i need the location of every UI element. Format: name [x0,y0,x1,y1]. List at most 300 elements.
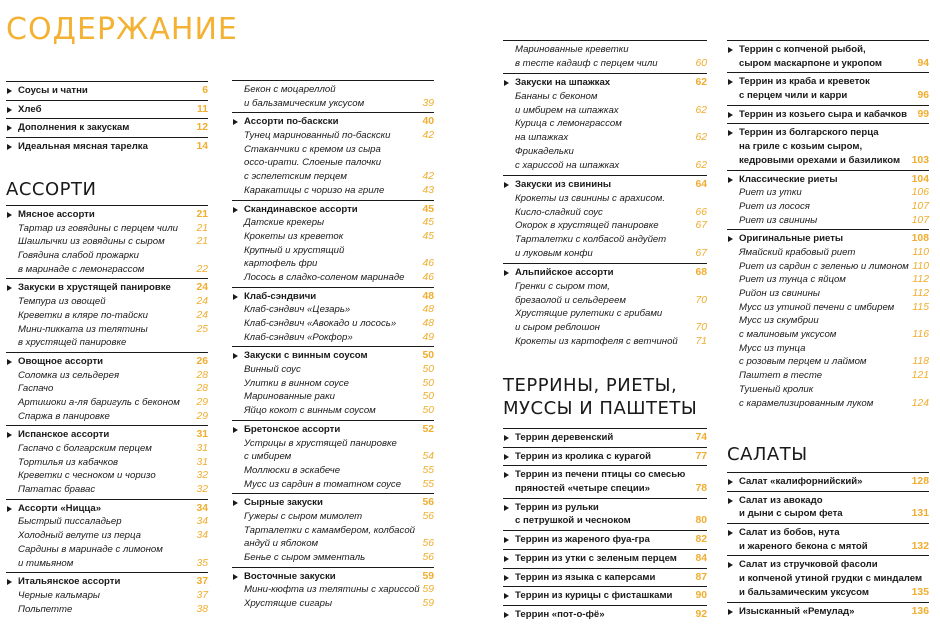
toc-entry [503,501,707,515]
toc-section [503,530,707,547]
toc-entry-label: Восточные закуски [244,570,336,582]
toc-page-number: 124 [911,397,929,409]
toc-subentry [503,294,707,308]
toc-section [6,572,208,616]
toc-page-number: 22 [196,263,208,275]
toc-section [503,549,707,566]
toc-subentry [232,478,434,492]
toc-entry-label: Террин из языка с каперсами [515,571,656,583]
toc-entry [727,558,929,572]
toc-subentry [727,287,929,301]
toc-subentry [232,244,434,258]
toc-subentry [6,543,208,557]
toc-subentry [503,247,707,261]
toc-entry-label: Бретонское ассорти [244,423,341,435]
toc-subentry [6,263,208,277]
toc-entry-label: Тунец маринованный по-баскски [244,130,391,142]
toc-assorti-list-continued [232,80,434,613]
toc-entry-label: с розовым перцем и лаймом [739,356,867,368]
toc-entry-label: Сардины в маринаде с лимоном [18,543,163,555]
toc-entry [6,103,208,117]
toc-entry-label: Гужеры с сыром мимолет [244,510,363,522]
toc-entry-label: на шпажках [515,132,569,144]
toc-entry-label: пряностей «четыре специи» [515,483,650,495]
toc-entry-label: Соусы и чатни [18,85,88,96]
toc-page-number: 59 [422,584,434,596]
toc-page-number: 48 [422,304,434,316]
toc-entry-label: с малиновым уксусом [739,329,837,341]
toc-subentry [232,510,434,524]
toc-entry-label: Тарталетки с колбасой андуйет [515,233,667,245]
toc-subentry [503,131,707,145]
toc-subentry [503,145,707,159]
toc-subentry [503,307,707,321]
toc-section [232,493,434,564]
toc-entry-label: Изысканный «Ремулад» [739,605,855,617]
toc-section [232,200,434,285]
toc-entry-label: Риет из сардин с зеленью и лимоном [739,260,909,272]
toc-section [727,472,929,489]
toc-page-number: 11 [197,103,208,115]
toc-page-number: 74 [695,432,707,443]
toc-page-number: 40 [422,116,434,128]
toc-entry-label: Закуски на шпажках [515,77,611,89]
toc-section [727,523,929,553]
toc-page-number: 77 [695,450,707,462]
toc-entry [232,203,434,217]
toc-subentry [727,355,929,369]
toc-page-number: 84 [695,552,707,564]
toc-entry-label: Террин из курицы с фисташками [515,590,673,602]
toc-page-number: 56 [422,497,434,509]
toc-subentry [6,483,208,497]
toc-entry-label: Террин «пот-о-фё» [515,608,605,620]
toc-subentry [6,410,208,424]
toc-entry [727,232,929,246]
toc-entry-label: Яйцо кокот с винным соусом [244,405,376,417]
toc-page-number: 78 [695,483,707,495]
toc-page-number: 48 [422,318,434,329]
toc-entry [232,570,434,584]
toc-subentry [727,186,929,200]
toc-entry [232,115,434,129]
toc-entry-label: Соломка из сельдерея [18,369,120,381]
toc-entry-label: Террин деревенский [515,432,614,443]
toc-subentry [6,529,208,543]
toc-subentry [232,317,434,331]
toc-subentry [503,104,707,118]
toc-subentry [503,159,707,173]
toc-subentry [6,295,208,309]
toc-entry [727,43,929,57]
toc-page-number: 34 [196,530,208,542]
toc-page-number: 24 [196,309,208,321]
toc-entry-label: Каракатицы с чоризо на гриле [244,184,385,196]
toc-entry-label: Бенье с сыром эмменталь [244,552,366,563]
toc-page-number: 35 [196,557,208,569]
toc-entry-label: и имбирем на шпажках [515,104,619,116]
toc-subentry [727,397,929,411]
toc-page-number: 131 [911,508,929,520]
toc-page-number: 106 [911,187,929,199]
toc-section [232,287,434,345]
toc-page-number: 49 [422,331,434,343]
toc-subentry [232,143,434,157]
toc-page-number: 107 [911,214,929,226]
toc-entry-label: с имбирем [244,451,292,463]
toc-page-number: 48 [422,290,434,302]
toc-entry-label: брезаолой и сельдереем [515,294,626,306]
toc-entry-label: Дополнения к закускам [18,122,130,134]
toc-page-number: 62 [695,104,707,116]
toc-section [6,205,208,276]
toc-subentry [727,301,929,315]
toc-section [232,567,434,611]
toc-entry-label: Гаспачо с болгарским перцем [18,443,152,454]
toc-entry-label: Клаб-сэндвич «Авокадо и лосось» [244,318,397,329]
toc-subentry [6,336,208,350]
toc-subentry [232,257,434,271]
toc-entry-label: Салат «калифорнийский» [739,476,863,487]
toc-page-number: 31 [196,456,208,468]
toc-subentry [503,90,707,104]
toc-entry-label: Террин из печени птицы со смесью [515,469,686,481]
toc-page-number: 62 [695,77,707,89]
toc-section [727,123,929,167]
toc-entry-label: Окорок в хрустящей панировке [515,220,659,232]
toc-entry [503,431,707,445]
toc-entry-label: Ямайский крабовый риет [739,246,856,258]
toc-entry-label: Террин с копченой рыбой, [739,44,866,55]
toc-entry-label: Креветки с чесноком и чоризо [18,470,156,482]
toc-salads-list [727,472,929,620]
toc-entry-label: Датские крекеры [244,217,325,229]
toc-entry [503,482,707,496]
toc-section [727,40,929,70]
toc-subentry [232,390,434,404]
toc-entry-label: Бананы с беконом [515,91,598,103]
toc-subentry [503,321,707,335]
toc-entry-label: Мусс из скумбрии [739,315,819,327]
toc-section [503,175,707,260]
toc-entry-label: оссо-ирати. Слоеные палочки [244,157,382,169]
toc-page-number: 108 [911,233,929,245]
toc-page-number: 103 [911,154,929,166]
toc-entry-label: Маринованные креветки [515,44,629,55]
toc-entry [6,281,208,295]
toc-entry-label: Закуски в хрустящей панировке [18,282,171,294]
toc-entry-label: Скандинавское ассорти [244,203,358,215]
toc-subentry [232,597,434,611]
toc-entry-label: Темпура из овощей [18,296,106,308]
toc-page-number: 107 [911,200,929,212]
toc-entry-label: Мусс из сардин в томатном соусе [244,478,402,490]
toc-page-number: 28 [196,383,208,395]
toc-subentry [503,206,707,220]
toc-subentry [232,170,434,184]
toc-entry-label: Устрицы в хрустящей панировке [244,437,397,449]
toc-entry [727,494,929,508]
toc-entry-label: с петрушкой и чесноком [515,515,631,527]
toc-entry-label: и луковым конфи [515,247,593,259]
toc-entry [727,154,929,168]
toc-page-number: 99 [917,108,929,120]
toc-subentry [503,192,707,206]
page-title: СОДЕРЖАНИЕ [6,12,238,47]
toc-entry-label: Холодный велуте из перца [18,530,141,542]
toc-assorti-list [6,205,208,618]
toc-subentry [503,335,707,349]
toc-subentry [503,280,707,294]
toc-entry [727,57,929,71]
toc-entry [727,475,929,489]
toc-terrines-list [503,428,707,624]
toc-section [6,100,208,117]
toc-section [232,420,434,491]
toc-section [232,346,434,417]
toc-page-number: 46 [422,258,434,270]
toc-page-number: 56 [422,510,434,522]
section-title-assorti: АССОРТИ [6,179,97,200]
toc-subentry [6,603,208,617]
toc-page-number: 55 [422,478,434,490]
toc-entry [727,572,929,586]
toc-section [503,605,707,622]
toc-entry-label: Террин из жареного фуа-гра [515,534,650,546]
toc-subentry [503,219,707,233]
toc-page-number: 42 [422,130,434,142]
toc-subentry [232,583,434,597]
toc-entry [727,75,929,89]
toc-entry-label: Салат из авокадо [739,494,823,506]
toc-subentry [232,363,434,377]
toc-section [6,352,208,423]
toc-entry [6,121,208,135]
toc-page-number: 21 [196,222,208,234]
toc-entry [503,589,707,603]
toc-entry-label: Риет из лосося [739,200,810,212]
toc-entry [6,355,208,369]
toc-entry-label: Террин из краба и креветок [739,76,870,88]
toc-page-number: 46 [422,271,434,283]
toc-terrines-list-continued [727,40,929,412]
toc-page-number: 121 [911,370,929,382]
toc-column-1 [6,0,208,624]
toc-page-number: 96 [917,90,929,102]
toc-entry-label: Пататас бравас [18,484,96,496]
toc-page-number: 56 [422,538,434,550]
toc-page-number: 26 [196,355,208,367]
toc-page-number: 24 [196,296,208,308]
toc-page-number: 70 [695,294,707,306]
toc-subentry [727,328,929,342]
toc-entry-label: Идеальная мясная тарелка [18,141,148,153]
toc-page-number: 32 [196,484,208,496]
toc-section [6,278,208,349]
toc-subentry [232,404,434,418]
toc-page-number: 82 [695,534,707,546]
toc-page-number: 60 [695,57,707,69]
toc-page-number: 29 [196,410,208,422]
toc-entry-label: сыром маскарпоне и укропом [739,57,883,69]
toc-entry [727,605,929,619]
toc-entry [6,208,208,222]
toc-entry-label: Крокеты из картофеля с ветчиной [515,335,678,347]
toc-page-number: 45 [422,203,434,215]
toc-entry-label: Курица с лемонграссом [515,118,622,130]
toc-entry-label: Хлеб [18,103,42,115]
toc-entry [503,571,707,585]
toc-entry-label: Бекон с моцареллой [244,84,336,95]
toc-subentry [232,551,434,565]
toc-page-number: 94 [917,57,929,69]
toc-subentry [503,117,707,131]
toc-page-number: 132 [911,540,929,552]
toc-entry-label: Паштет в тесте [739,370,823,382]
toc-page-number: 128 [911,476,929,487]
toc-page-number: 90 [695,590,707,602]
toc-entry [232,349,434,363]
toc-entry-label: Мини-пикката из телятины [18,323,148,335]
toc-column-3 [503,0,707,624]
toc-page-number: 21 [196,209,208,220]
section-title-terrines [503,374,697,420]
toc-subentry [503,57,707,71]
toc-subentry [6,222,208,236]
section-title-line: МУССЫ И ПАШТЕТЫ [503,398,698,419]
toc-page-number: 38 [196,603,208,615]
toc-entry-label: Хрустящие рулетики с грибами [515,308,663,320]
toc-entry-label: андуй и яблоком [244,538,319,550]
toc-page-number: 45 [422,230,434,242]
toc-entry-label: Ассорти по-баскски [244,116,339,128]
toc-entry-label: Альпийское ассорти [515,267,614,279]
toc-subentry [6,456,208,470]
toc-subentry [6,589,208,603]
toc-subentry [6,382,208,396]
toc-entry-label: с хариссой на шпажках [515,159,620,171]
toc-entry-label: и жареного бекона с мятой [739,540,868,552]
toc-entry [503,178,707,192]
toc-page-number: 104 [911,173,929,185]
toc-entry-label: Риет из утки [739,187,802,199]
toc-entry-label: Риет из тунца с яйцом [739,274,846,286]
toc-entry-label: Классические риеты [739,173,838,185]
toc-entry-label: кедровыми орехами и базиликом [739,154,901,166]
toc-entry-label: Закуски с винным соусом [244,350,368,362]
toc-entry [503,266,707,280]
toc-subentry [232,271,434,285]
toc-entry [6,84,208,98]
toc-entry [6,428,208,442]
section-title-salads: САЛАТЫ [727,444,808,465]
toc-page-number: 43 [422,184,434,196]
toc-entry-label: Стаканчики с кремом из сыра [244,143,381,155]
toc-page-number: 56 [422,552,434,563]
toc-subentry [232,216,434,230]
toc-entry-label: Риет из свинины [739,214,818,226]
toc-entry-label: Мясное ассорти [18,209,95,220]
toc-section [503,40,707,70]
toc-section [503,586,707,603]
toc-page-number: 59 [422,570,434,582]
toc-subentry [232,184,434,198]
toc-entry [727,89,929,103]
toc-entry [232,290,434,304]
toc-subentry [727,273,929,287]
toc-entry-label: с карамелизированным луком [739,397,874,409]
toc-entry-label: Итальянское ассорти [18,576,121,588]
toc-entry-label: Испанское ассорти [18,429,110,441]
toc-section [503,73,707,172]
toc-page-number: 31 [196,429,208,441]
toc-subentry [232,464,434,478]
toc-entry [503,608,707,622]
toc-entry-label: на гриле с козьим сыром, [739,141,863,153]
toc-page-number: 50 [422,350,434,362]
toc-section [6,137,208,154]
toc-page-number: 12 [196,122,208,134]
toc-entry-label: Мини-кюфта из телятины с хариссой [244,584,420,596]
toc-page-number: 112 [912,288,929,299]
toc-entry-label: Крокеты из креветок [244,230,344,242]
toc-entry [6,502,208,516]
toc-entry [727,586,929,600]
toc-entry-label: Крокеты из свинины с арахисом. [515,192,665,204]
toc-subentry [6,323,208,337]
toc-page-number: 42 [422,171,434,183]
toc-section [503,263,707,348]
toc-section [727,555,929,599]
toc-entry-label: Тарталетки с камамбером, колбасой [244,524,415,536]
toc-page-number: 28 [196,369,208,381]
toc-subentry [232,83,434,97]
toc-page-number: 50 [422,391,434,403]
toc-section [727,105,929,122]
toc-entry-label: Моллюски в эскабече [244,464,341,476]
toc-entry-label: Салат из бобов, нута [739,527,840,539]
toc-subentry [6,396,208,410]
toc-page-number: 116 [912,329,929,341]
toc-entry-label: Террин из кролика с курагой [515,450,652,462]
toc-entry-label: Рийон из свинины [739,288,820,299]
toc-page-number: 64 [695,179,707,191]
toc-entry-label: Тортилья из кабачков [18,456,119,468]
toc-page-number: 118 [912,356,929,368]
toc-section [503,428,707,445]
toc-entry [727,507,929,521]
toc-entry-label: Тартар из говядины с перцем чили [18,222,178,234]
toc-page-number: 52 [422,423,434,435]
toc-entry-label: и тимьяном [18,557,74,569]
toc-entry-label: Шашлычки из говядины с сыром [18,236,165,248]
toc-entry-label: с эспелетским перцем [244,171,347,183]
toc-subentry [6,309,208,323]
toc-entry-label: Говядина слабой прожарки [18,250,140,262]
toc-page-number: 54 [422,451,434,463]
toc-subentry [232,230,434,244]
toc-page-number: 39 [422,97,434,109]
toc-entry-label: Сырные закуски [244,497,323,509]
toc-page-number: 29 [196,396,208,408]
toc-entry-label: Польпетте [18,603,73,615]
toc-page-number: 34 [196,502,208,514]
toc-entry-label: Лосось в сладко-соленом маринаде [244,271,405,283]
toc-subentry [727,200,929,214]
toc-page-number: 112 [912,274,929,286]
toc-subentry [6,249,208,263]
toc-page-number: 68 [695,267,707,279]
